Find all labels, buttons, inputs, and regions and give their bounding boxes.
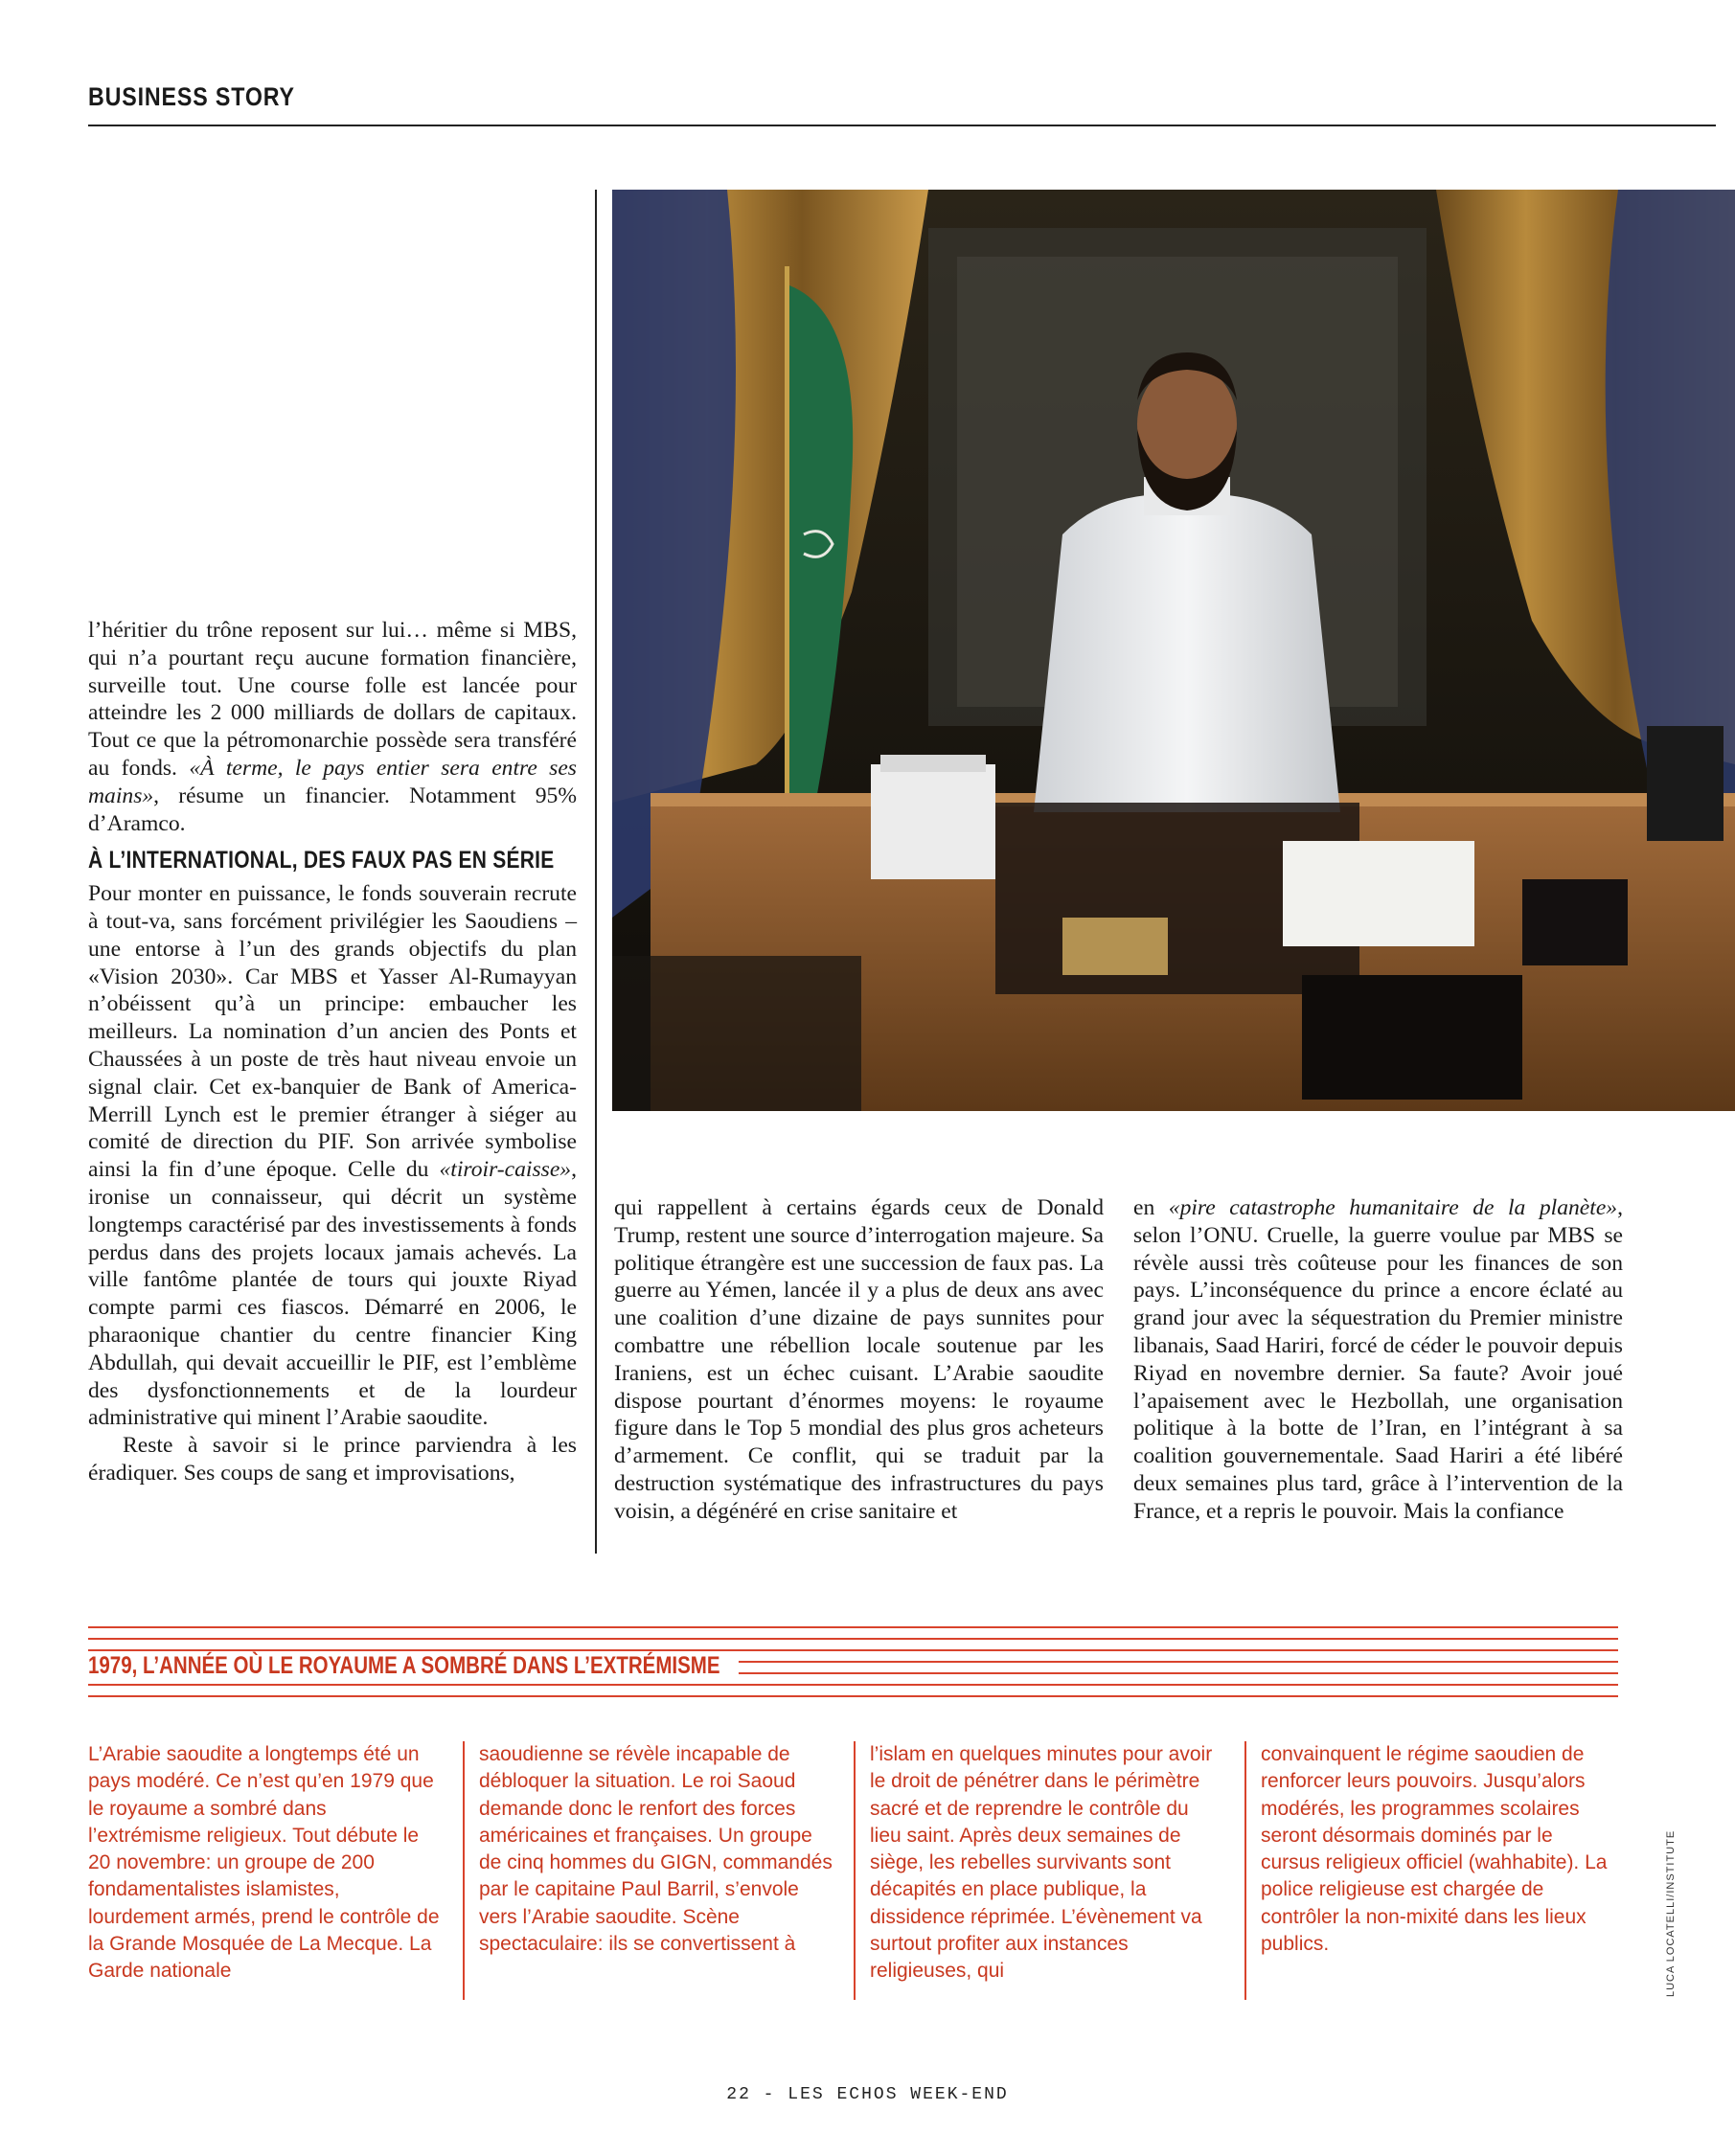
- text: L’Arabie saoudite a longtemps été un pays modéré. Ce n’est qu’en 1979 que le royaume a sombré dans l’extrémisme religieux. Tout débute le 20 novembre: un groupe de 200 fondamentalistes islamistes, lourdement armés, prend le contrôle de la Grande Mosquée de La Mecque. La Garde nationale: [88, 1743, 440, 1983]
- quote: «tiroir-caisse»: [439, 1157, 572, 1183]
- header-rule: [88, 125, 1716, 126]
- sidebar-separator: [463, 1741, 465, 2000]
- paragraph: [1133, 1194, 1623, 1526]
- text: l’islam en quelques minutes pour avoir le droit de pénétrer dans le périmètre sacré et de reprendre le contrôle du lieu saint. Après deux semaines de siège, les rebelles survivants sont décapités en place publique, la dissidence réprimée. L’évènement va surtout profiter aux instances religieuses, qui: [870, 1743, 1213, 1983]
- text: , selon l’ONU. Cruelle, la guerre voulue par MBS se révèle aussi très coûteuse pour les finances de son pays. L’inconséquence du prince a encore éclaté au grand jour avec la séquestration du Premier ministre libanais, Saad Hariri, forcé de céder le pouvoir depuis Riyad en novembre dernier. Sa faute? Avoir joué l’apaisement avec le Hezbollah, une organisation politique à la botte de l’Iran, en l’intégrant à sa coalition gouvernementale. Saad Hariri a été libéré deux semaines plus tard, grâce à l’intervention de la France, et a repris le pouvoir. Mais la confiance: [1133, 1195, 1623, 1524]
- rule-line: [88, 1638, 1618, 1640]
- sidebar-column-4: [1261, 1741, 1615, 1958]
- article-column-2: [614, 1194, 1104, 1526]
- column-rule: [595, 190, 597, 1554]
- text: saoudienne se révèle incapable de débloquer la situation. Le roi Saoud demande donc le renfort des forces américaines et françaises. Un groupe de cinq hommes du GIGN, commandés par le capitaine Paul Barril, s’envole vers l’Arabie saoudite. Scène spectaculaire: ils se convertissent à: [479, 1743, 833, 1956]
- page-folio: 22 - LES ECHOS WEEK-END: [726, 2085, 1009, 2104]
- sidebar-separator: [854, 1741, 856, 2000]
- text: , résume un financier. Notamment 95% d’Aramco.: [88, 783, 577, 836]
- article-column-3: [1133, 1194, 1623, 1526]
- quote: «À terme, le pays entier sera entre ses mains»: [88, 755, 577, 808]
- text: , ironise un connaisseur, qui décrit un système longtemps caractérisé par des investissements à fonds perdus dans des projets locaux jamais achevés. La ville fantôme plantée de tours qui jouxte Riyad compte parmi ces fiascos. Démarré en 2006, le pharaonique chantier du centre financier King Abdullah, qui devait accueillir le PIF, est l’emblème des dysfonctionnements et de la lourdeur administrative qui minent l’Arabie saoudite.: [88, 1157, 577, 1431]
- text: convainquent le régime saoudien de renforcer leurs pouvoirs. Jusqu’alors modérés, les programmes scolaires seront désormais dominés par le cursus religieux officiel (wahhabite). La police religieuse est chargée de contrôler la non-mixité dans les lieux publics.: [1261, 1743, 1608, 1956]
- rule-line: [88, 1649, 1618, 1651]
- sidebar-separator: [1244, 1741, 1246, 2000]
- article-column-1: [88, 617, 577, 1487]
- text: en: [1133, 1195, 1169, 1220]
- sidebar-title: 1979, L’ANNÉE OÙ LE ROYAUME A SOMBRÉ DANS L’EXTRÉMISME: [88, 1652, 739, 1680]
- paragraph: Reste à savoir si le prince parviendra à les éradiquer. Ses coups de sang et improvisations,: [88, 1433, 577, 1486]
- sidebar-column-2: [479, 1741, 833, 1958]
- rule-line: [88, 1626, 1618, 1628]
- paragraph: [88, 880, 577, 1432]
- main-photo: [612, 190, 1735, 1111]
- paragraph: qui rappellent à certains égards ceux de Donald Trump, restent une source d’interrogation majeure. Sa politique étrangère est une succession de faux pas. La guerre au Yémen, lancée il y a plus de deux ans avec une coalition d’une dizaine de pays sunnites pour combattre une rébellion locale soutenue par les Iraniens, est un échec cuisant. L’Arabie saoudite dispose pourtant d’énormes moyens: le royaume figure dans le Top 5 mondial des plus gros acheteurs d’armement. Ce conflit, qui se traduit par la destruction systématique des infrastructures du pays voisin, a dégénéré en crise sanitaire et: [614, 1195, 1104, 1524]
- quote: «pire catastrophe humanitaire de la planète»: [1168, 1195, 1618, 1220]
- rule-line: [88, 1695, 1618, 1697]
- subheading: À L’INTERNATIONAL, DES FAUX PAS EN SÉRIE: [88, 847, 555, 874]
- sidebar-title-wrap: [88, 1652, 1618, 1691]
- section-label: BUSINESS STORY: [88, 82, 295, 111]
- text: l’héritier du trône reposent sur lui… même si MBS, qui n’a pourtant reçu aucune formation financière, surveille tout. Une course folle est lancée pour atteindre les 2 000 milliards de dollars de capitaux. Tout ce que la pétromonarchie possède sera transféré au fonds.: [88, 618, 577, 781]
- paragraph: [88, 617, 577, 837]
- photo-credit: LUCA LOCATELLI/INSTITUTE: [1665, 1829, 1677, 1997]
- text: Pour monter en puissance, le fonds souverain recrute à tout-va, sans forcément privilégier les Saoudiens – une entorse à l’un des grands objectifs du plan «Vision 2030». Car MBS et Yasser Al-Rumayyan n’obéissent qu’à un principe: embaucher les meilleurs. La nomination d’un ancien des Ponts et Chaussées à un poste de très haut niveau envoie un signal clair. Cet ex-banquier de Bank of America-Merrill Lynch est le premier étranger à siéger au comité de direction du PIF. Son arrivée symbolise ainsi la fin d’une époque. Celle du: [88, 881, 577, 1183]
- sidebar-column-1: [88, 1741, 443, 1986]
- sidebar-column-3: [870, 1741, 1224, 1986]
